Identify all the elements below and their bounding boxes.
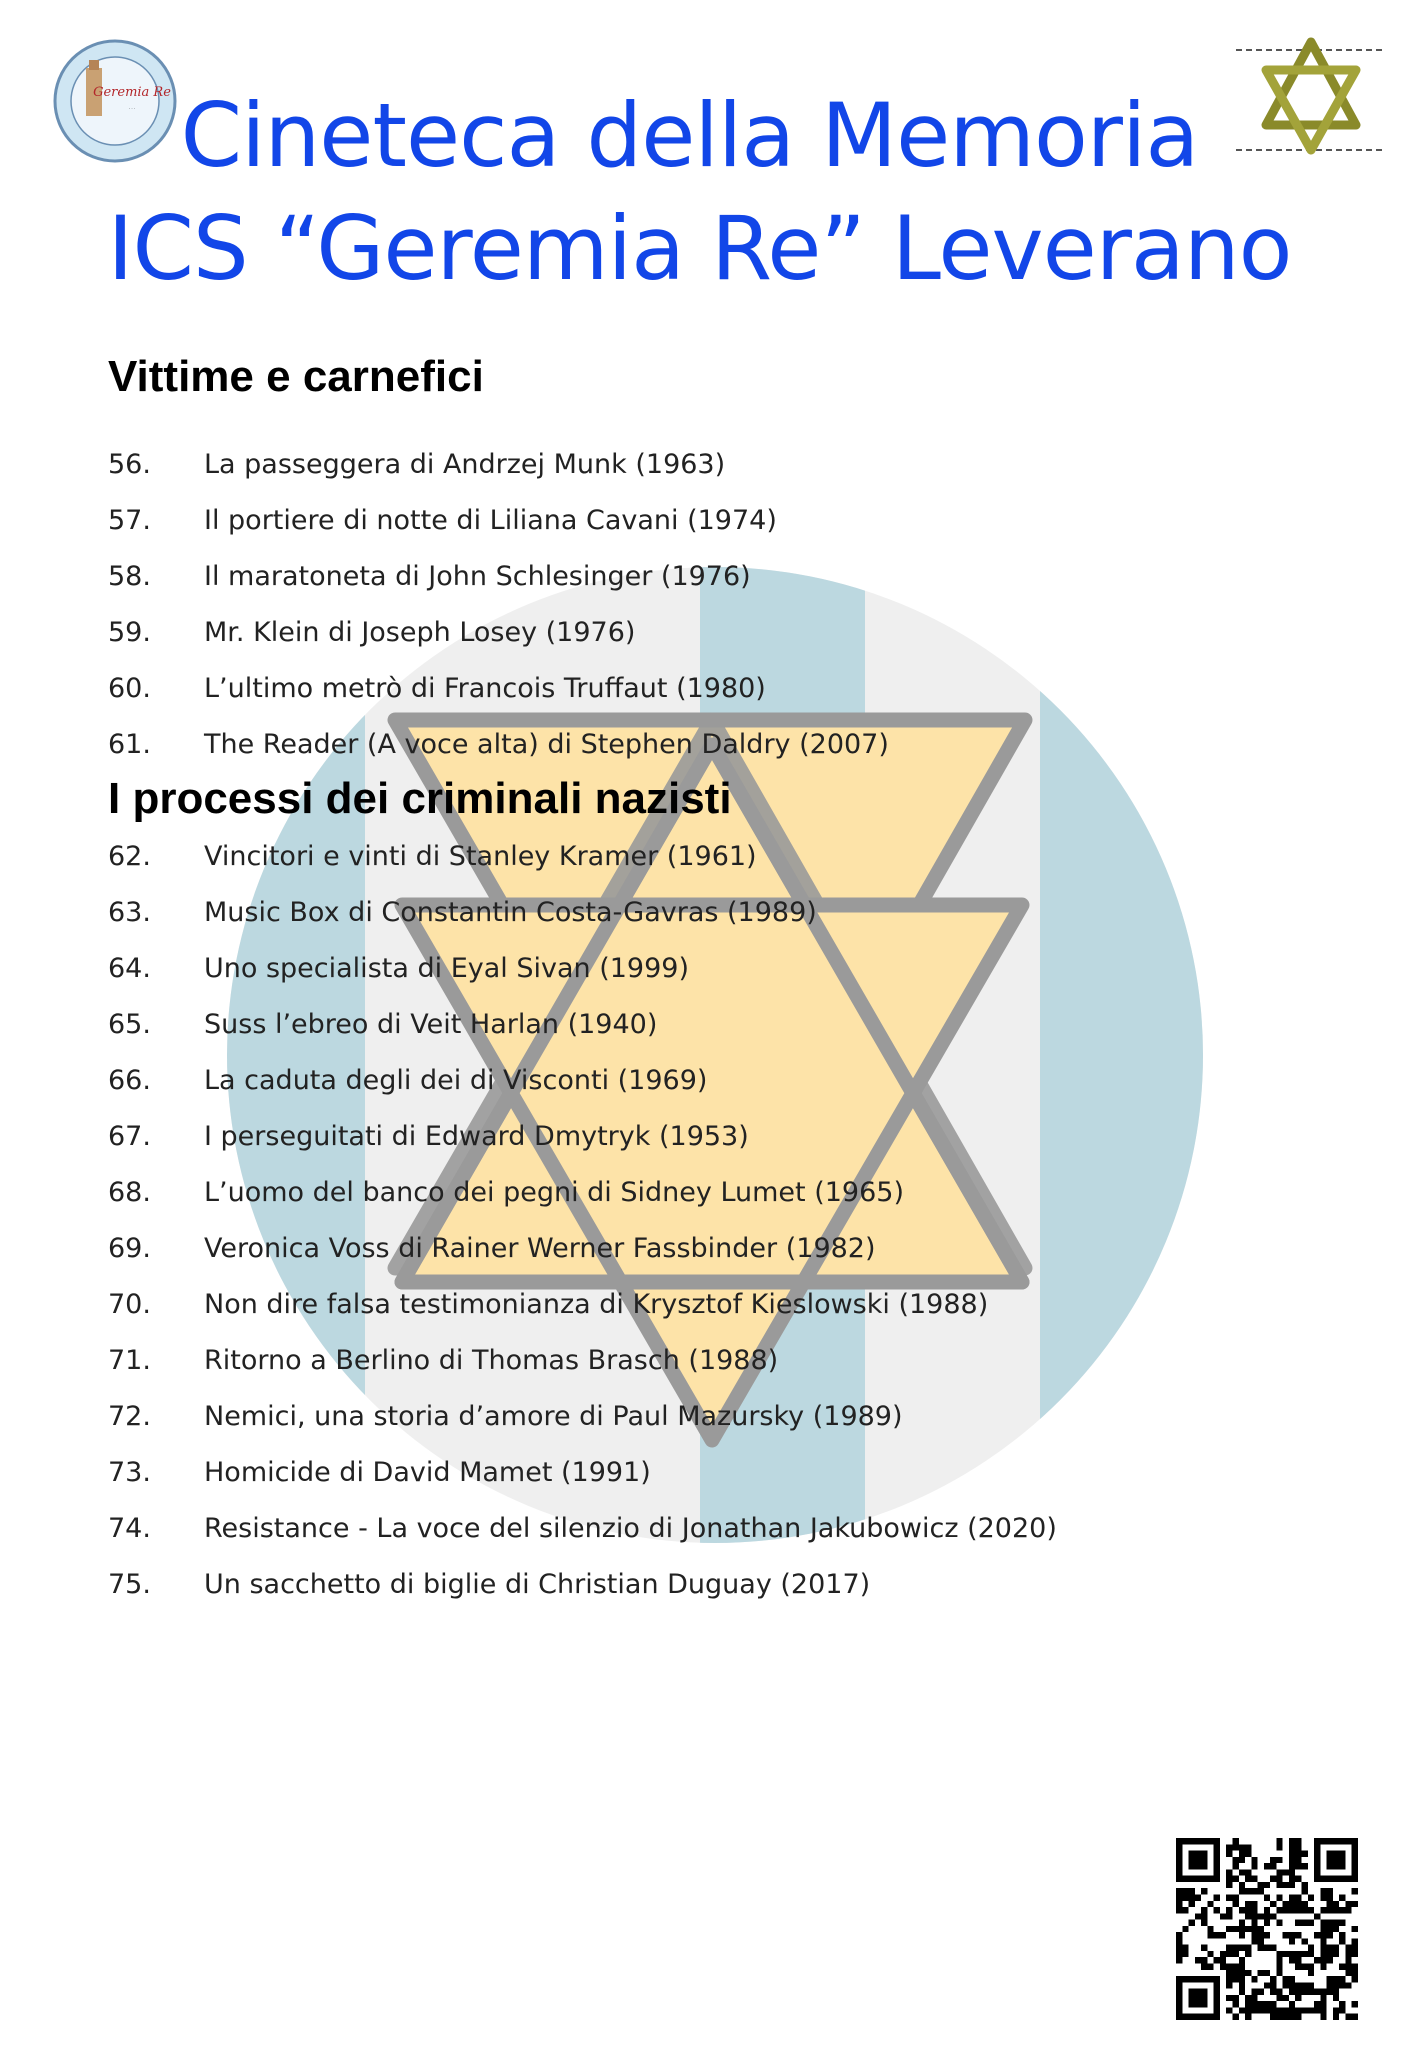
section-heading: Vittime e carnefici (108, 352, 484, 401)
film-number: 56. (108, 448, 151, 480)
film-number: 68. (108, 1176, 151, 1208)
film-title: Resistance - La voce del silenzio di Jonathan Jakubowicz (2020) (204, 1512, 1057, 1544)
film-title: Uno specialista di Eyal Sivan (1999) (204, 952, 689, 984)
film-title: La caduta degli dei di Visconti (1969) (204, 1064, 708, 1096)
film-item (108, 1116, 749, 1156)
film-title: Non dire falsa testimonianza di Krysztof Kieslowski (1988) (204, 1288, 989, 1320)
film-title: Veronica Voss di Rainer Werner Fassbinder (1982) (204, 1232, 876, 1264)
film-number: 73. (108, 1456, 151, 1488)
film-item (108, 556, 751, 596)
film-item (108, 1060, 707, 1100)
film-title: Mr. Klein di Joseph Losey (1976) (204, 616, 636, 648)
film-number: 74. (108, 1512, 151, 1544)
film-item (108, 1172, 904, 1212)
film-number: 70. (108, 1288, 151, 1320)
film-item (108, 444, 725, 484)
film-number: 65. (108, 1008, 151, 1040)
film-title: La passeggera di Andrzej Munk (1963) (204, 448, 726, 480)
page-title: Cineteca della Memoria (180, 84, 1199, 187)
film-item (108, 1396, 903, 1436)
film-number: 57. (108, 504, 151, 536)
film-title: I perseguitati di Edward Dmytryk (1953) (204, 1120, 749, 1152)
film-item (108, 668, 766, 708)
film-item (108, 1452, 651, 1492)
film-item (108, 1508, 1057, 1548)
film-title: Il maratoneta di John Schlesinger (1976) (204, 560, 751, 592)
film-number: 64. (108, 952, 151, 984)
qr-code[interactable] (1176, 1838, 1358, 2020)
film-number: 75. (108, 1568, 151, 1600)
logo-name: Geremia Re (93, 85, 171, 100)
film-item (108, 724, 889, 764)
film-title: Ritorno a Berlino di Thomas Brasch (1988) (204, 1344, 779, 1376)
film-title: L’uomo del banco dei pegni di Sidney Lumet (1965) (204, 1176, 904, 1208)
film-item (108, 948, 689, 988)
film-title: Vincitori e vinti di Stanley Kramer (1961) (204, 840, 757, 872)
film-number: 62. (108, 840, 151, 872)
film-number: 67. (108, 1120, 151, 1152)
film-title: Il portiere di notte di Liliana Cavani (1974) (204, 504, 777, 536)
film-number: 71. (108, 1344, 151, 1376)
svg-text:· · ·: · · · (128, 106, 136, 111)
film-item (108, 892, 817, 932)
film-title: Music Box di Constantin Costa-Gavras (1989) (204, 896, 817, 928)
film-title: L’ultimo metrò di Francois Truffaut (1980) (204, 672, 766, 704)
page-subtitle: ICS “Geremia Re” Leverano (107, 197, 1292, 300)
film-item (108, 500, 777, 540)
film-item (108, 1228, 876, 1268)
film-number: 72. (108, 1400, 151, 1432)
film-item (108, 836, 757, 876)
film-title: Un sacchetto di biglie di Christian Duguay (2017) (204, 1568, 871, 1600)
section-heading: I processi dei criminali nazisti (108, 774, 732, 823)
film-number: 58. (108, 560, 151, 592)
film-item (108, 1004, 657, 1044)
film-number: 63. (108, 896, 151, 928)
film-item (108, 612, 635, 652)
film-title: The Reader (A voce alta) di Stephen Daldry (2007) (204, 728, 889, 760)
film-item (108, 1284, 988, 1324)
film-number: 69. (108, 1232, 151, 1264)
film-item (108, 1340, 778, 1380)
film-title: Suss l’ebreo di Veit Harlan (1940) (204, 1008, 658, 1040)
film-number: 60. (108, 672, 151, 704)
film-number: 59. (108, 616, 151, 648)
film-item (108, 1564, 870, 1604)
film-number: 66. (108, 1064, 151, 1096)
film-title: Nemici, una storia d’amore di Paul Mazursky (1989) (204, 1400, 903, 1432)
film-title: Homicide di David Mamet (1991) (204, 1456, 651, 1488)
film-number: 61. (108, 728, 151, 760)
